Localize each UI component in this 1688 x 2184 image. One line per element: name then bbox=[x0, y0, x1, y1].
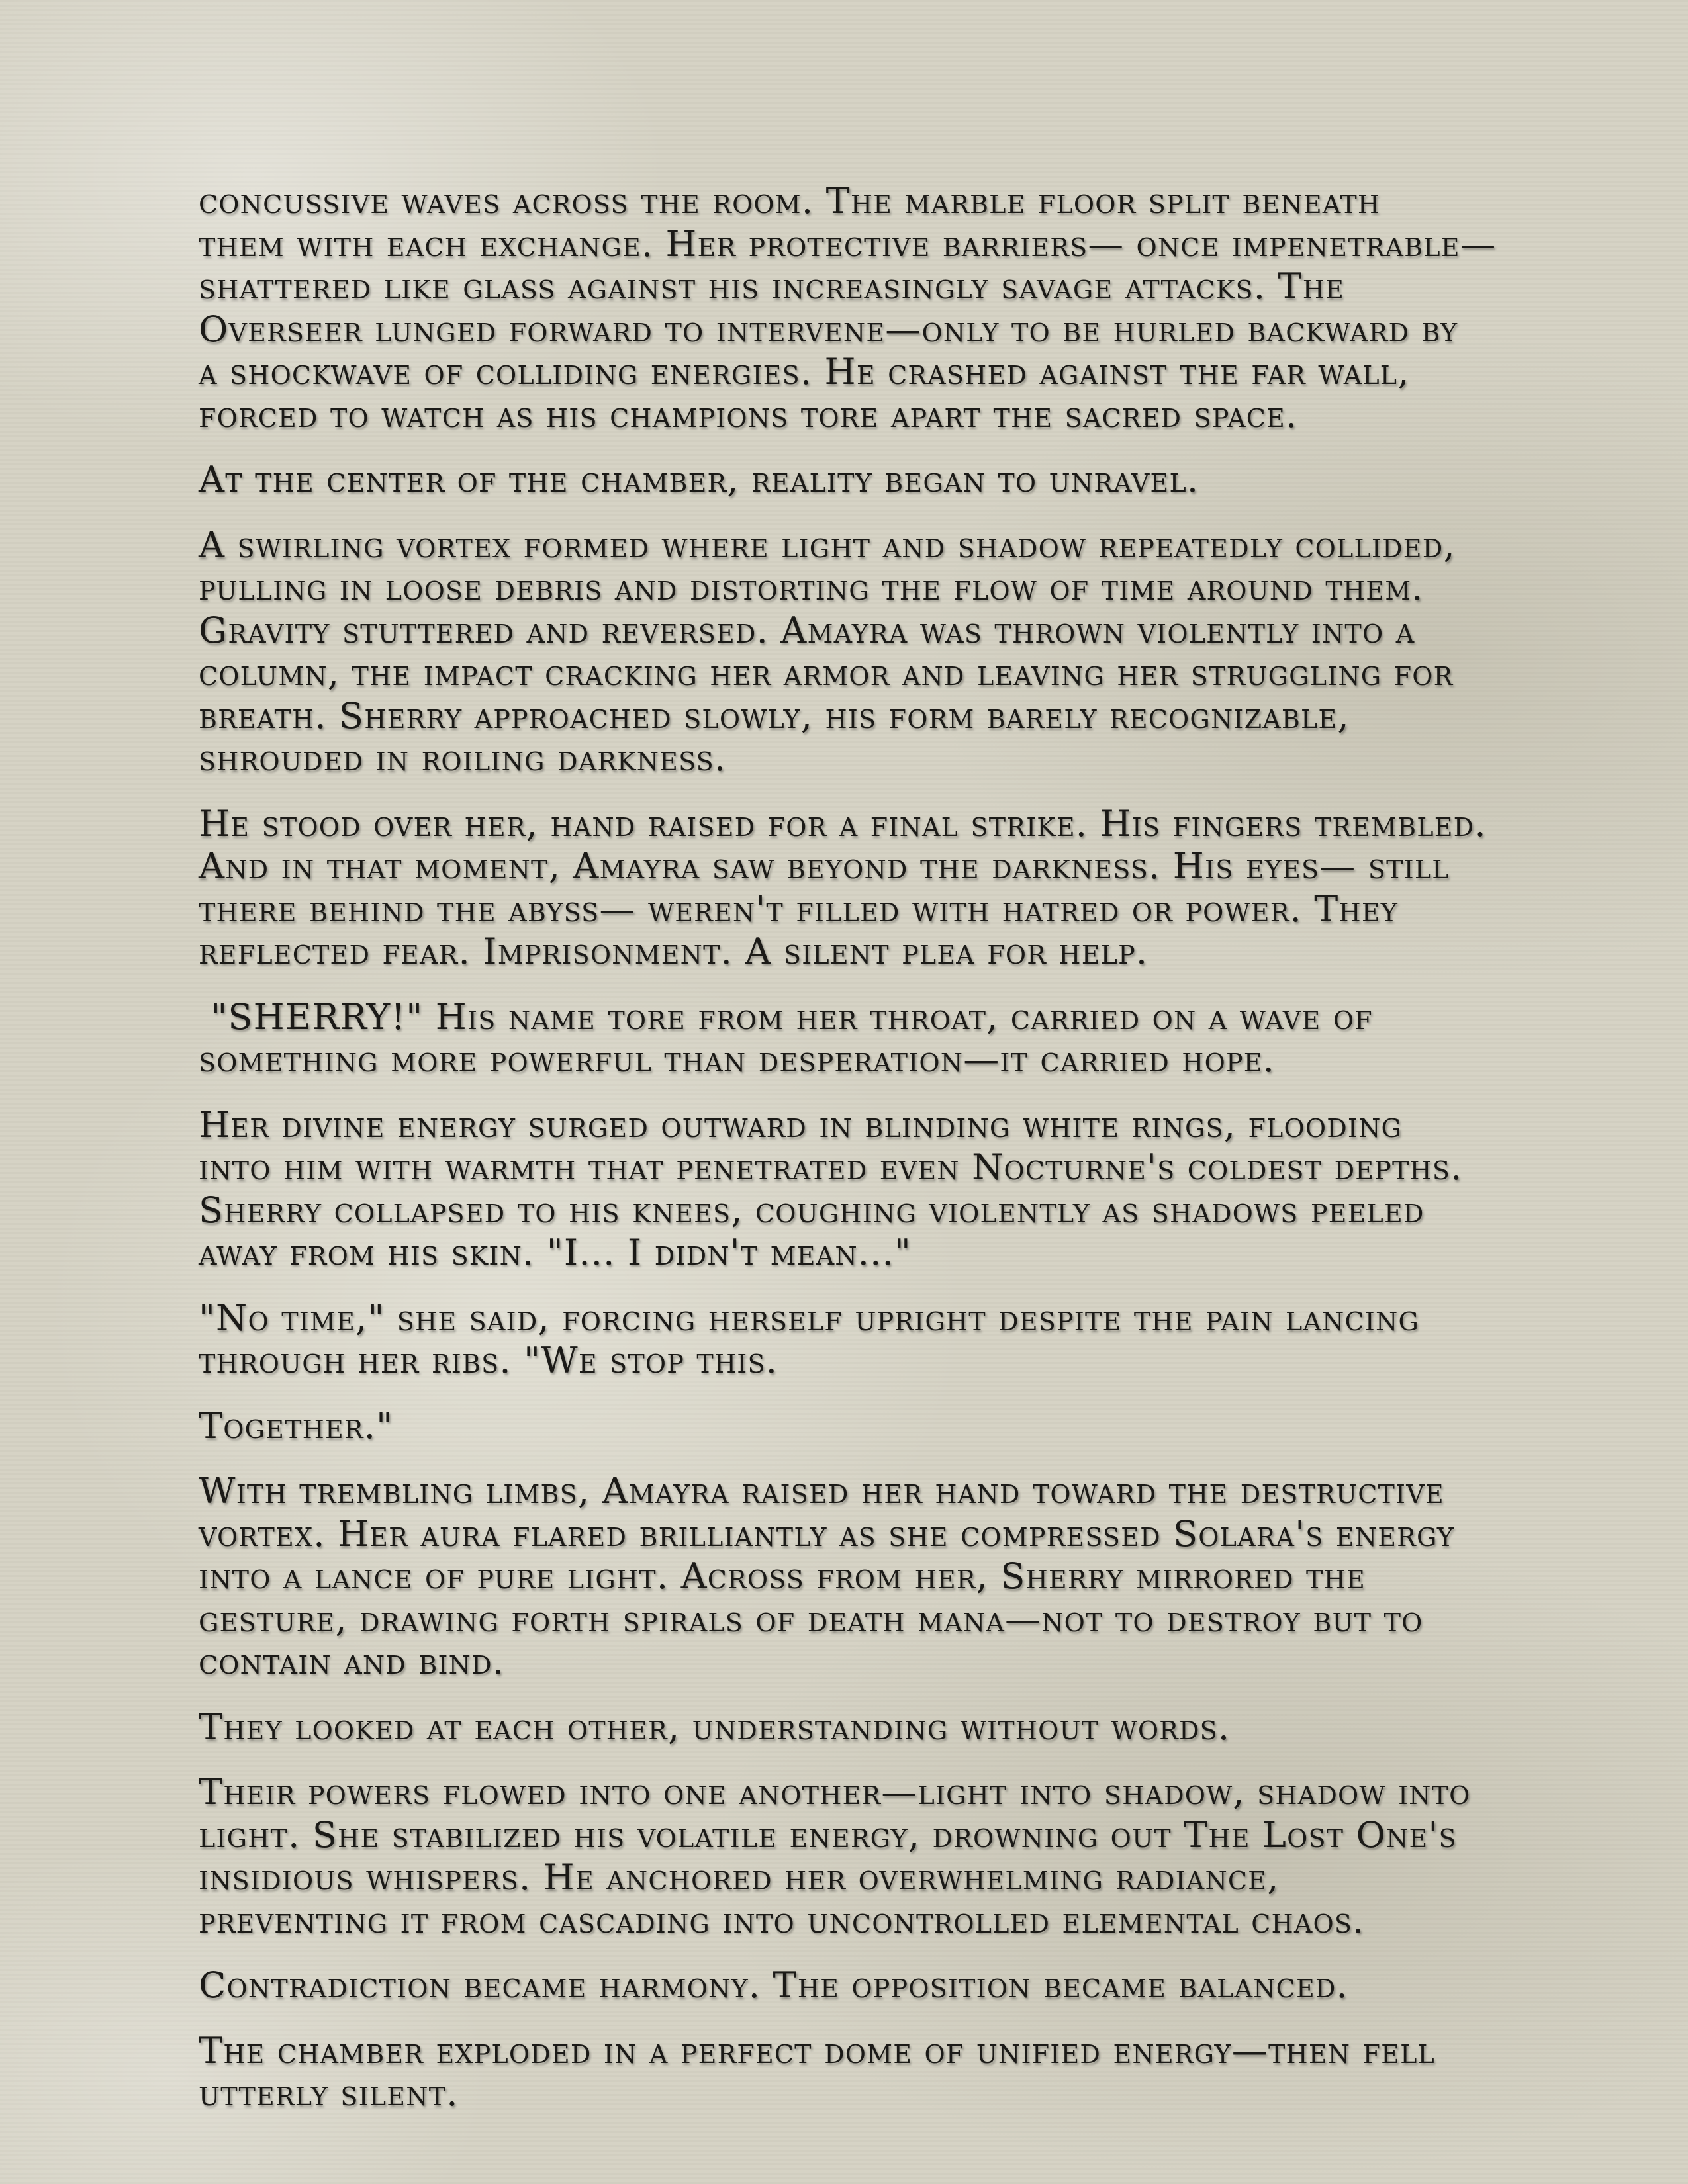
text-line: Their powers flowed into one another—light into shadow, shadow into bbox=[199, 1771, 1471, 1813]
text-line: Overseer lunged forward to intervene—only to be hurled backward by bbox=[199, 308, 1458, 350]
text-line: utterly silent. bbox=[199, 2072, 459, 2114]
text-body bbox=[199, 180, 1497, 2138]
text-line: contain and bind. bbox=[199, 1641, 505, 1682]
paragraph bbox=[199, 2030, 1489, 2115]
text-line: "SHERRY!" His name tore from her throat, carried on a wave of bbox=[199, 995, 1373, 1038]
text-line: "No time," she said, forcing herself upright despite the pain lancing bbox=[199, 1297, 1419, 1339]
paragraph bbox=[199, 459, 1489, 502]
text-line: He stood over her, hand raised for a final strike. His fingers trembled. bbox=[199, 802, 1487, 844]
text-line: into a lance of pure light. Across from her, Sherry mirrored the bbox=[199, 1555, 1366, 1597]
text-line: shrouded in roiling darkness. bbox=[199, 737, 727, 779]
text-line: a shockwave of colliding energies. He crashed against the far wall, bbox=[199, 351, 1410, 392]
text-line: The chamber exploded in a perfect dome of unified energy—then fell bbox=[199, 2029, 1435, 2071]
text-line: through her ribs. "We stop this. bbox=[199, 1340, 778, 1381]
text-line: pulling in loose debris and distorting the flow of time around them. bbox=[199, 567, 1424, 608]
text-line: reflected fear. Imprisonment. A silent plea for help. bbox=[199, 931, 1149, 972]
text-line: They looked at each other, understanding without words. bbox=[199, 1706, 1231, 1748]
text-line: With trembling limbs, Amayra raised her hand toward the destructive bbox=[199, 1470, 1444, 1512]
text-line: forced to watch as his champions tore apart the sacred space. bbox=[199, 393, 1298, 435]
paragraph bbox=[199, 180, 1497, 436]
text-line: concussive waves across the room. The marble floor split beneath bbox=[199, 180, 1381, 222]
text-line: And in that moment, Amayra saw beyond the darkness. His eyes— still bbox=[199, 845, 1450, 887]
text-line: light. She stabilized his volatile energy, drowning out The Lost One's bbox=[199, 1813, 1457, 1856]
text-line: vortex. Her aura flared brilliantly as she compressed Solara's energy bbox=[199, 1512, 1455, 1555]
text-line: Contradiction became harmony. The opposition became balanced. bbox=[199, 1964, 1348, 2006]
text-line: Together." bbox=[199, 1404, 394, 1447]
paragraph bbox=[199, 1964, 1489, 2007]
text-line: breath. Sherry approached slowly, his form barely recognizable, bbox=[199, 694, 1350, 737]
text-line: Gravity stuttered and reversed. Amayra was thrown violently into a bbox=[199, 609, 1415, 651]
paragraph bbox=[199, 1405, 1489, 1448]
text-line: Sherry collapsed to his knees, coughing violently as shadows peeled bbox=[199, 1189, 1425, 1231]
paragraph bbox=[199, 1771, 1489, 1942]
text-line: something more powerful than desperation—it carried hope. bbox=[199, 1038, 1276, 1080]
paragraph bbox=[199, 524, 1489, 780]
paragraph bbox=[199, 996, 1489, 1081]
text-line: insidious whispers. He anchored her overwhelming radiance, bbox=[199, 1856, 1280, 1898]
text-line: Her divine energy surged outward in blinding white rings, flooding bbox=[199, 1103, 1403, 1146]
paragraph bbox=[199, 1104, 1489, 1275]
text-line: gesture, drawing forth spirals of death mana—not to destroy but to bbox=[199, 1598, 1423, 1640]
text-line: preventing it from cascading into uncontrolled elemental chaos. bbox=[199, 1899, 1365, 1941]
paragraph bbox=[199, 803, 1489, 974]
text-line: column, the impact cracking her armor and leaving her struggling for bbox=[199, 652, 1454, 694]
text-line: them with each exchange. Her protective barriers— once impenetrable— bbox=[199, 222, 1497, 265]
paragraph bbox=[199, 1470, 1489, 1684]
text-line: At the center of the chamber, reality began to unravel. bbox=[199, 459, 1199, 500]
text-line: shattered like glass against his increasingly savage attacks. The bbox=[199, 265, 1345, 307]
text-line: into him with warmth that penetrated even Nocturne's coldest depths. bbox=[199, 1146, 1463, 1188]
paragraph bbox=[199, 1706, 1489, 1749]
text-line: away from his skin. "I... I didn't mean..." bbox=[199, 1232, 912, 1273]
text-line: there behind the abyss— weren't filled with hatred or power. They bbox=[199, 887, 1399, 930]
text-line: A swirling vortex formed where light and shadow repeatedly collided, bbox=[199, 523, 1456, 566]
paragraph bbox=[199, 1297, 1489, 1383]
